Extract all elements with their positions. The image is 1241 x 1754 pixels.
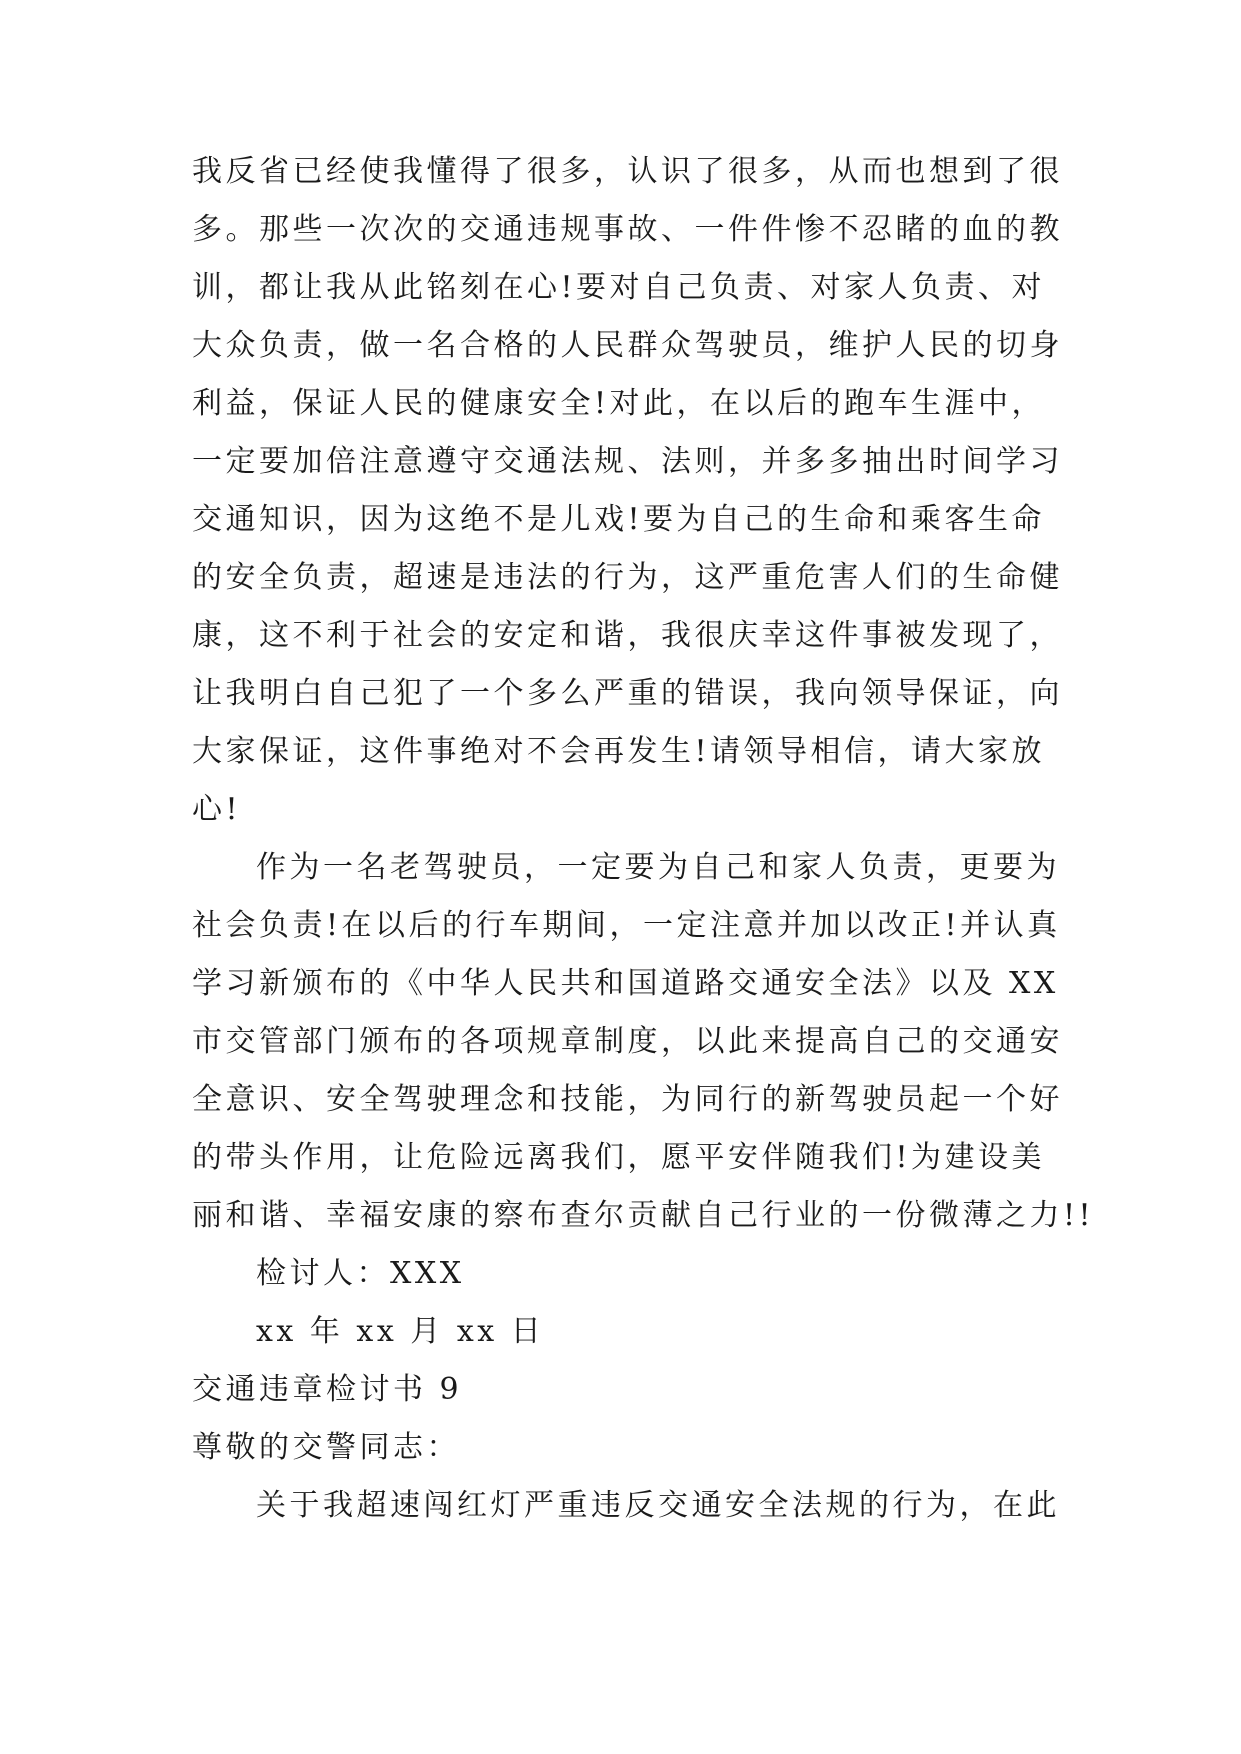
paragraph-line: 丽和谐、幸福安康的察布查尔贡献自己行业的一份微薄之力!! bbox=[192, 1198, 1095, 1233]
paragraph-line: 的带头作用，让危险远离我们，愿平安伴随我们!为建设美 bbox=[192, 1140, 1046, 1175]
paragraph-line: 我反省已经使我懂得了很多，认识了很多，从而也想到了很 bbox=[192, 154, 1063, 189]
section-title: 交通违章检讨书 9 bbox=[192, 1372, 463, 1407]
date-line: xx 年 xx 月 xx 日 bbox=[256, 1314, 545, 1349]
paragraph-line: 训，都让我从此铭刻在心!要对自己负责、对家人负责、对 bbox=[192, 270, 1046, 305]
paragraph-line: 康，这不利于社会的安定和谐，我很庆幸这件事被发现了， bbox=[192, 618, 1063, 653]
paragraph-line: 大家保证，这件事绝对不会再发生!请领导相信，请大家放 bbox=[192, 734, 1046, 769]
paragraph-line: 的安全负责，超速是违法的行为，这严重危害人们的生命健 bbox=[192, 560, 1063, 595]
paragraph-line: 全意识、安全驾驶理念和技能，为同行的新驾驶员起一个好 bbox=[192, 1082, 1063, 1117]
signature-line: 检讨人：XXX bbox=[256, 1256, 465, 1291]
paragraph-line: 心! bbox=[192, 792, 242, 827]
paragraph-line: 交通知识，因为这绝不是儿戏!要为自己的生命和乘客生命 bbox=[192, 502, 1046, 537]
paragraph-line: 社会负责!在以后的行车期间，一定注意并加以改正!并认真 bbox=[192, 908, 1061, 943]
paragraph-line-indented: 作为一名老驾驶员，一定要为自己和家人负责，更要为 bbox=[256, 850, 1060, 885]
paragraph-line: 市交管部门颁布的各项规章制度，以此来提高自己的交通安 bbox=[192, 1024, 1063, 1059]
paragraph-line: 让我明白自己犯了一个多么严重的错误，我向领导保证，向 bbox=[192, 676, 1063, 711]
paragraph-line: 学习新颁布的《中华人民共和国道路交通安全法》以及 XX bbox=[192, 966, 1059, 1001]
paragraph-line: 多。那些一次次的交通违规事故、一件件惨不忍睹的血的教 bbox=[192, 212, 1063, 247]
paragraph-line-indented: 关于我超速闯红灯严重违反交通安全法规的行为，在此 bbox=[256, 1488, 1060, 1523]
paragraph-line: 一定要加倍注意遵守交通法规、法则，并多多抽出时间学习 bbox=[192, 444, 1063, 479]
paragraph-line: 大众负责，做一名合格的人民群众驾驶员，维护人民的切身 bbox=[192, 328, 1063, 363]
salutation: 尊敬的交警同志： bbox=[192, 1430, 460, 1465]
paragraph-line: 利益，保证人民的健康安全!对此，在以后的跑车生涯中， bbox=[192, 386, 1046, 421]
